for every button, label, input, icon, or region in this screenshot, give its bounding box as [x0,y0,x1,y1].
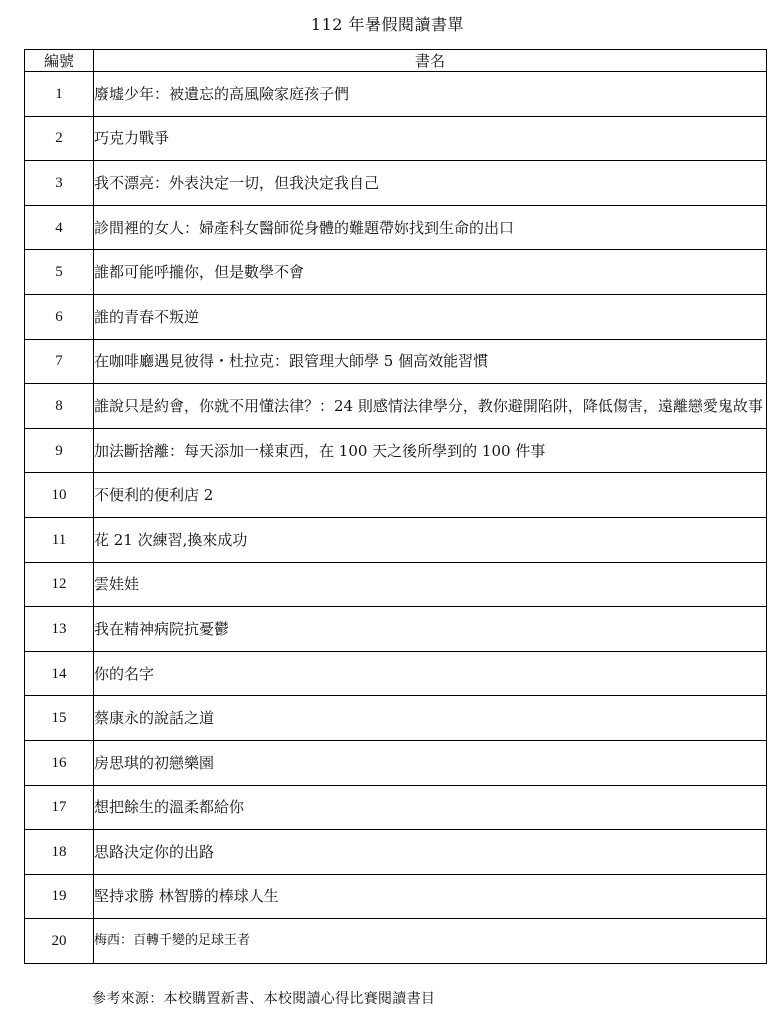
row-number: 11 [25,517,94,562]
table-row [25,250,767,295]
book-title: 蔡康永的說話之道 [94,696,767,741]
book-title: 廢墟少年：被遺忘的高風險家庭孩子們 [94,72,767,117]
book-title: 在咖啡廳遇見彼得・杜拉克：跟管理大師學 5 個高效能習慣 [94,339,767,384]
row-number: 18 [25,830,94,875]
book-title: 不便利的便利店 2 [94,473,767,518]
table-row [25,473,767,518]
table-row [25,562,767,607]
table-row [25,428,767,473]
row-number: 12 [25,562,94,607]
table-row [25,517,767,562]
book-title: 加法斷捨離：每天添加一樣東西，在 100 天之後所學到的 100 件事 [94,428,767,473]
row-number: 2 [25,116,94,161]
table-row [25,339,767,384]
table-row [25,205,767,250]
row-number: 5 [25,250,94,295]
row-number: 10 [25,473,94,518]
row-number: 6 [25,294,94,339]
table-row [25,740,767,785]
table-header-row [25,50,767,72]
book-title: 梅西：百轉千變的足球王者 [94,919,767,964]
book-title: 雲娃娃 [94,562,767,607]
book-title: 診間裡的女人：婦產科女醫師從身體的難題帶妳找到生命的出口 [94,205,767,250]
row-number: 15 [25,696,94,741]
book-title: 堅持求勝 林智勝的棒球人生 [94,874,767,919]
table-row [25,384,767,429]
table-row [25,919,767,964]
row-number: 17 [25,785,94,830]
table-row [25,161,767,206]
book-title: 我在精神病院抗憂鬱 [94,607,767,652]
row-number: 8 [25,384,94,429]
table-row [25,874,767,919]
table-row [25,72,767,117]
book-title: 誰都可能呼攏你，但是數學不會 [94,250,767,295]
row-number: 16 [25,740,94,785]
table-row [25,830,767,875]
table-row [25,116,767,161]
table-row [25,607,767,652]
row-number: 13 [25,607,94,652]
book-title: 想把餘生的溫柔都給你 [94,785,767,830]
row-number: 9 [25,428,94,473]
reading-list-table [24,49,767,964]
header-book-name: 書名 [94,50,767,72]
book-title: 巧克力戰爭 [94,116,767,161]
row-number: 14 [25,651,94,696]
row-number: 20 [25,919,94,964]
table-row [25,294,767,339]
row-number: 19 [25,874,94,919]
book-title: 思路決定你的出路 [94,830,767,875]
book-title: 我不漂亮：外表決定一切，但我決定我自己 [94,161,767,206]
page-title: 112 年暑假閱讀書單 [310,15,465,34]
book-title: 你的名字 [94,651,767,696]
header-number: 編號 [25,50,94,72]
source-note: 參考來源：本校購置新書、本校閱讀心得比賽閱讀書目 [92,991,436,1007]
book-title: 誰的青春不叛逆 [94,294,767,339]
book-title: 花 21 次練習,換來成功 [94,517,767,562]
row-number: 7 [25,339,94,384]
book-title: 誰說只是約會，你就不用懂法律？：24 則感情法律學分，教你避開陷阱，降低傷害，遠離戀愛鬼故事 [94,384,767,429]
row-number: 4 [25,205,94,250]
table-row [25,696,767,741]
row-number: 1 [25,72,94,117]
row-number: 3 [25,161,94,206]
table-row [25,651,767,696]
table-row [25,785,767,830]
book-title: 房思琪的初戀樂園 [94,740,767,785]
